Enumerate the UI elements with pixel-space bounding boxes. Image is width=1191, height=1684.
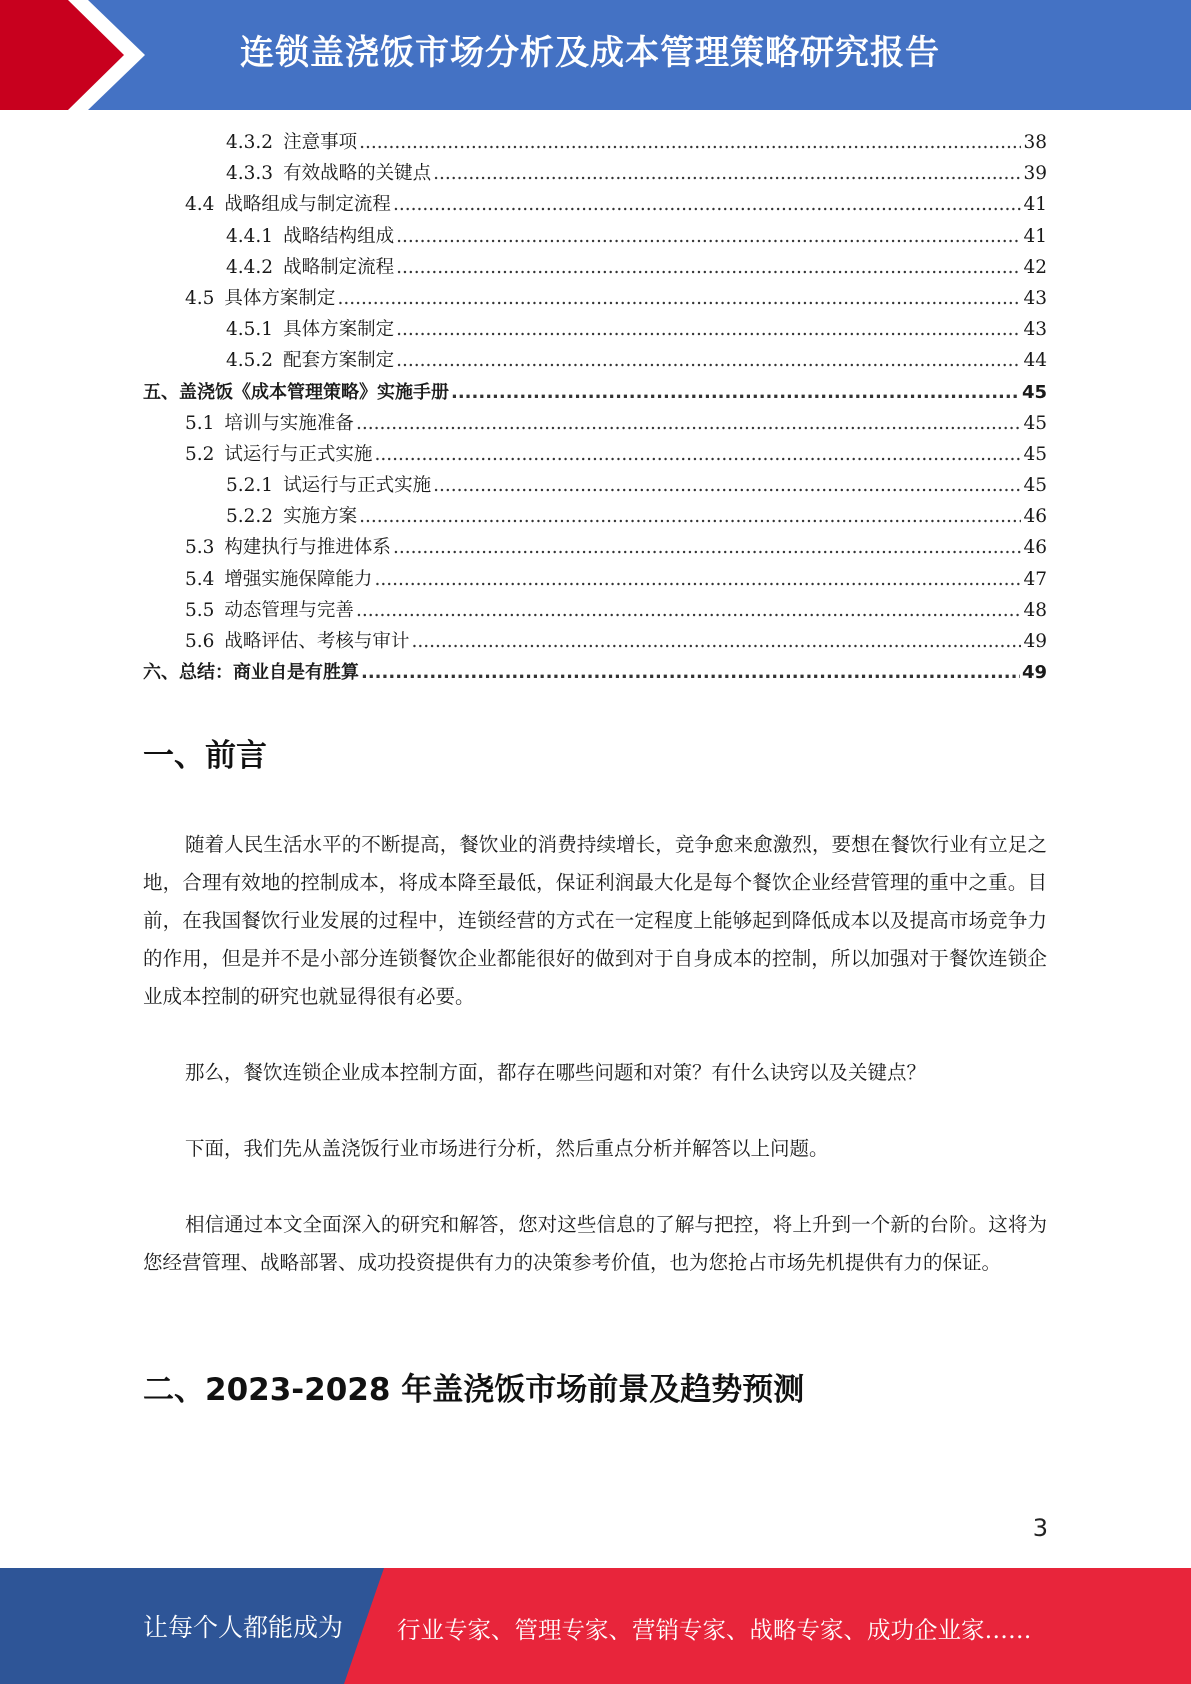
toc-entry[interactable] xyxy=(143,221,1047,252)
toc-entry-number: 5.1 xyxy=(185,412,215,434)
toc-leader-dots xyxy=(393,532,1022,563)
toc-entry-title: 战略评估、考核与审计 xyxy=(224,631,410,652)
toc-entry-number: 5.4 xyxy=(185,568,215,590)
toc-entry-title: 具体方案制定 xyxy=(224,287,336,309)
toc-entry-page: 44 xyxy=(1023,350,1047,372)
toc-entry-page: 49 xyxy=(1021,662,1047,684)
toc-entry-title: 配套方案制定 xyxy=(283,350,395,372)
toc-entry[interactable] xyxy=(143,158,1047,189)
toc-entry-number: 4.5.1 xyxy=(226,319,274,341)
paragraph: 相信通过本文全面深入的研究和解答，您对这些信息的了解与把控，将上升到一个新的台阶。这将为您经营管理、战略部署、成功投资提供有力的决策参考价值，也为您抢占市场先机提供有力的保证。 xyxy=(143,1213,1047,1274)
paragraph: 随着人民生活水平的不断提高，餐饮业的消费持续增长，竞争愈来愈激烈，要想在餐饮行业有立足之地，合理有效地的控制成本，将成本降至最低，保证利润最大化是每个餐饮企业经营管理的重中之重。目前，在我国餐饮行业发展的过程中，连锁经营的方式在一定程度上能够起到降低成本以及提高市场竞争力的作用，但是并不是小部分连锁餐饮企业都能很好的做到对于自身成本的控制，所以加强对于餐饮连锁企业成本控制的研究也就显得很有必要。 xyxy=(143,833,1047,1008)
toc-leader-dots xyxy=(361,657,1020,688)
toc-entry-title: 五、盖浇饭《成本管理策略》实施手册 xyxy=(143,381,449,403)
toc-entry-number: 4.3.3 xyxy=(226,163,274,185)
report-title: 连锁盖浇饭市场分析及成本管理策略研究报告 xyxy=(240,33,940,73)
toc-entry-title: 具体方案制定 xyxy=(283,319,395,341)
toc-entry[interactable] xyxy=(143,470,1047,501)
toc-entry[interactable] xyxy=(143,189,1047,220)
footer-slogan-left: 让每个人都能成为 xyxy=(143,1613,344,1642)
toc-leader-dots xyxy=(374,564,1021,595)
toc-entry-page: 38 xyxy=(1023,132,1047,153)
toc-entry-page: 49 xyxy=(1023,631,1047,652)
toc-entry-title: 六、总结：商业自是有胜算 xyxy=(143,662,359,684)
toc-entry-number: 5.5 xyxy=(185,599,215,621)
toc-entry-page: 45 xyxy=(1021,381,1047,403)
toc-entry-title: 战略制定流程 xyxy=(283,256,395,278)
toc-entry-page: 43 xyxy=(1023,319,1047,341)
footer-banner xyxy=(0,1568,1191,1684)
toc-entry-page: 45 xyxy=(1023,443,1047,465)
toc-entry-title: 有效战略的关键点 xyxy=(283,163,432,185)
toc-leader-dots xyxy=(356,408,1022,439)
table-of-contents xyxy=(143,127,1047,688)
toc-entry-page: 41 xyxy=(1023,225,1047,247)
toc-leader-dots xyxy=(396,221,1021,252)
toc-entry[interactable] xyxy=(143,501,1047,532)
toc-entry-title: 战略组成与制定流程 xyxy=(224,194,391,216)
toc-leader-dots xyxy=(396,345,1021,376)
toc-entry-title: 构建执行与推进体系 xyxy=(224,537,391,559)
toc-entry-number: 4.4 xyxy=(185,194,215,216)
toc-entry-number: 4.4.2 xyxy=(226,256,274,278)
toc-entry-page: 46 xyxy=(1023,537,1047,559)
toc-entry-number: 4.5.2 xyxy=(226,350,274,372)
toc-entry[interactable] xyxy=(143,626,1047,657)
toc-leader-dots xyxy=(396,314,1021,345)
toc-entry-number: 5.2.1 xyxy=(226,475,274,497)
toc-entry-title: 战略结构组成 xyxy=(283,225,395,247)
toc-entry[interactable] xyxy=(143,345,1047,376)
toc-entry-title: 注意事项 xyxy=(283,132,358,153)
toc-entry-page: 42 xyxy=(1023,256,1047,278)
toc-entry[interactable] xyxy=(143,564,1047,595)
toc-leader-dots xyxy=(359,501,1021,532)
toc-leader-dots xyxy=(451,377,1020,408)
toc-entry-page: 46 xyxy=(1023,506,1047,528)
toc-leader-dots xyxy=(411,626,1021,657)
toc-entry-title: 动态管理与完善 xyxy=(224,599,354,621)
toc-entry-number: 5.2.2 xyxy=(226,506,274,528)
toc-entry-title: 增强实施保障能力 xyxy=(224,568,373,590)
toc-entry[interactable] xyxy=(143,595,1047,626)
toc-entry-page: 41 xyxy=(1023,194,1047,216)
toc-leader-dots xyxy=(337,283,1021,314)
toc-entry-title: 实施方案 xyxy=(283,506,358,528)
section-heading-preface: 一、前言 xyxy=(143,738,267,774)
toc-entry-page: 45 xyxy=(1023,475,1047,497)
toc-entry-title: 试运行与正式实施 xyxy=(283,475,432,497)
toc-entry[interactable] xyxy=(143,252,1047,283)
toc-entry[interactable] xyxy=(143,408,1047,439)
toc-leader-dots xyxy=(396,252,1021,283)
toc-leader-dots xyxy=(433,158,1021,189)
toc-entry-number: 4.3.2 xyxy=(226,132,274,153)
header-banner xyxy=(0,0,1191,110)
toc-leader-dots xyxy=(374,439,1021,470)
toc-entry[interactable] xyxy=(143,439,1047,470)
toc-entry-number: 5.6 xyxy=(185,631,215,652)
paragraph: 那么，餐饮连锁企业成本控制方面，都存在哪些问题和对策？有什么诀窍以及关键点？ xyxy=(185,1061,927,1084)
toc-leader-dots xyxy=(433,470,1021,501)
toc-entry-number: 5.3 xyxy=(185,537,215,559)
toc-leader-dots xyxy=(393,189,1022,220)
toc-entry-title: 试运行与正式实施 xyxy=(224,443,373,465)
toc-leader-dots xyxy=(356,595,1022,626)
toc-entry-number: 4.5 xyxy=(185,287,215,309)
page-number: 3 xyxy=(1032,1514,1048,1542)
paragraph: 下面，我们先从盖浇饭行业市场进行分析，然后重点分析并解答以上问题。 xyxy=(185,1137,829,1160)
toc-entry-number: 4.4.1 xyxy=(226,225,274,247)
toc-entry[interactable] xyxy=(143,127,1047,158)
toc-entry[interactable] xyxy=(143,657,1047,688)
toc-entry-page: 43 xyxy=(1023,287,1047,309)
toc-entry-page: 45 xyxy=(1023,412,1047,434)
toc-entry[interactable] xyxy=(143,314,1047,345)
footer-slogan-right: 行业专家、管理专家、营销专家、战略专家、成功企业家…… xyxy=(397,1616,1032,1644)
toc-entry-title: 培训与实施准备 xyxy=(224,412,354,434)
toc-entry[interactable] xyxy=(143,283,1047,314)
toc-entry-page: 47 xyxy=(1023,568,1047,590)
toc-entry[interactable] xyxy=(143,532,1047,563)
section-heading-forecast: 二、2023-2028 年盖浇饭市场前景及趋势预测 xyxy=(143,1372,805,1408)
toc-entry-number: 5.2 xyxy=(185,443,215,465)
toc-entry[interactable] xyxy=(143,377,1047,408)
toc-entry-page: 39 xyxy=(1023,163,1047,185)
toc-entry-page: 48 xyxy=(1023,599,1047,621)
toc-leader-dots xyxy=(359,127,1021,158)
